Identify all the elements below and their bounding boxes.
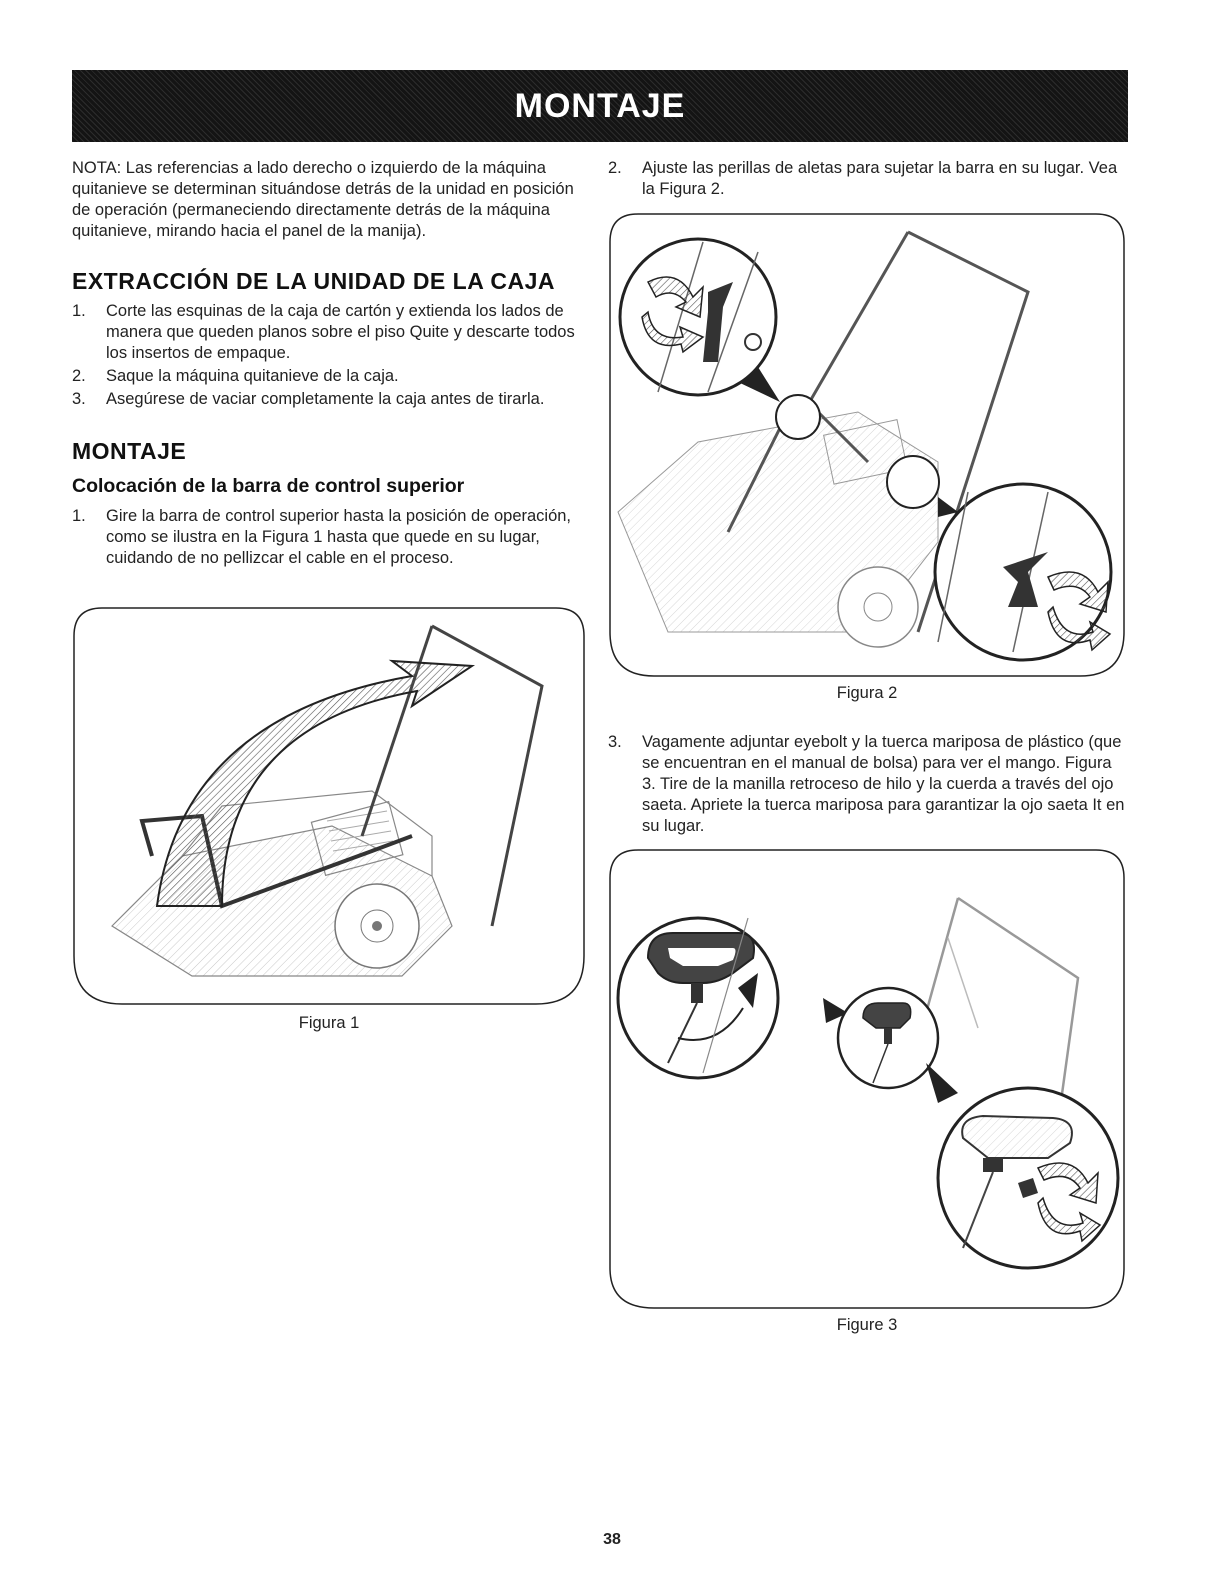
step-number: 1. xyxy=(72,507,86,525)
figure-1-caption: Figura 1 xyxy=(298,1014,360,1032)
list-item xyxy=(72,506,590,569)
list-item xyxy=(72,389,590,410)
step-number: 1. xyxy=(72,302,86,320)
subsection-title: Colocación de la barra de control superior xyxy=(72,475,465,497)
step-text: Saque la máquina quitanieve de la caja. xyxy=(106,367,399,385)
note-paragraph: NOTA: Las referencias a lado derecho o izquierdo de la máquina quitanieve se determinan situándose detrás de la unidad en posición de operación (permaneciendo directamente detrás de la máquina quitanieve, mirando hacia el panel de la manija). xyxy=(72,159,574,240)
step-number: 2. xyxy=(608,159,622,177)
section-banner xyxy=(72,70,1128,142)
step-text: Vagamente adjuntar eyebolt y la tuerca mariposa de plástico (que se encuentran en el manual de bolsa) para ver el mango. Figura 3. Tire de la manilla retroceso de hilo y la cuerda a través del ojo saeta. Apriete la tuerca mariposa para garantizar la ojo saeta It en su lugar. xyxy=(642,733,1125,835)
list-item xyxy=(72,366,590,387)
section-title-extraction: EXTRACCIÓN DE LA UNIDAD DE LA CAJA xyxy=(72,268,555,294)
left-column xyxy=(72,158,590,569)
step-number: 3. xyxy=(72,390,86,408)
page-number: 38 xyxy=(603,1531,621,1548)
step-text: Gire la barra de control superior hasta la posición de operación, como se ilustra en la Figura 1 hasta que quede en su lugar, cuidando de no pellizcar el cable en el proceso. xyxy=(106,507,572,567)
right-column xyxy=(608,158,1128,200)
list-item xyxy=(608,732,1128,837)
figure-3-caption: Figure 3 xyxy=(836,1316,898,1334)
extraction-steps xyxy=(72,301,590,410)
section-title-montaje: MONTAJE xyxy=(72,438,187,464)
banner-title: MONTAJE xyxy=(514,86,686,125)
figure-3-illustration xyxy=(608,848,1126,1310)
figure-2-illustration xyxy=(608,212,1126,678)
figure-2-caption: Figura 2 xyxy=(836,684,898,702)
step-number: 3. xyxy=(608,733,622,751)
list-item xyxy=(608,158,1128,200)
figure-1-illustration xyxy=(72,606,586,1008)
montaje-steps xyxy=(72,506,590,569)
step-3-block xyxy=(608,732,1128,837)
step-text: Asegúrese de vaciar completamente la caja antes de tirarla. xyxy=(106,390,545,408)
step-number: 2. xyxy=(72,367,86,385)
step-text: Corte las esquinas de la caja de cartón y extienda los lados de manera que queden planos sobre el piso Quite y descarte todos los insertos de empaque. xyxy=(106,302,575,362)
step-text: Ajuste las perillas de aletas para sujetar la barra en su lugar. Vea la Figura 2. xyxy=(642,159,1118,198)
list-item xyxy=(72,301,590,364)
